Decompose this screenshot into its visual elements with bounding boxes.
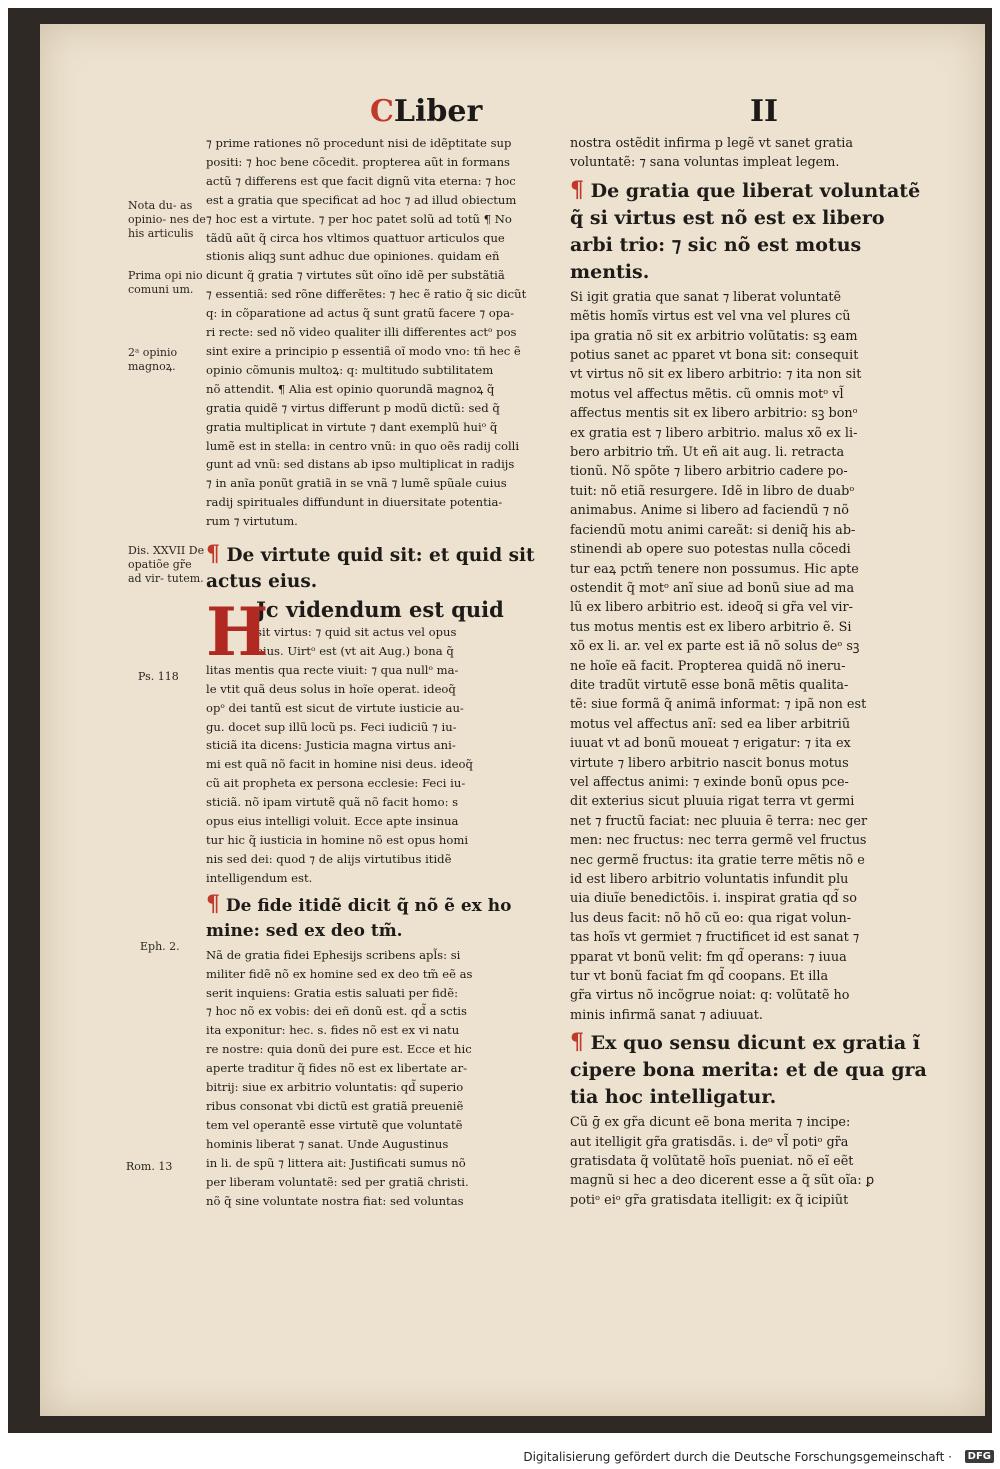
text-line: tãdũ aũt q̃ circa hos vltimos quattuor articulos que	[206, 230, 505, 245]
running-head-left	[370, 94, 482, 129]
text-line: motus vel affectus mẽtis. cũ omnis motᵒ vl̃	[570, 386, 844, 402]
text-line: actũ ⁊ differens est que facit dignũ vita eterna: ⁊ hoc	[206, 173, 516, 188]
text-line: men: nec fructus: nec terra germẽ vel fructus	[570, 833, 867, 849]
footer-bar	[0, 1447, 1000, 1469]
text-line: mẽtis homĩs virtus est vel vna vel plures cũ	[570, 309, 851, 325]
text-line: minis infirmã sanat ⁊ adiuuat.	[570, 1007, 763, 1023]
text-line: animabus. Anime si libero ad faciendũ ⁊ nõ	[570, 503, 849, 519]
text-line: aperte traditur q̃ fides nõ est ex libertate ar-	[206, 1061, 468, 1076]
text-line: opinio cõmunis multoꝝ: q: multitudo subtilitatem	[206, 362, 494, 377]
margin-note-nota: Nota du- as opinio- nes de his articulis	[128, 199, 206, 240]
virtue-paragraph	[206, 661, 556, 888]
text-line: re nostre: quia donũ dei pure est. Ecce et hic	[206, 1042, 472, 1057]
text-line: lumẽ est in stella: in centro vnũ: in quo oẽs radij colli	[206, 438, 520, 453]
text-line: rum ⁊ virtutum.	[206, 514, 298, 529]
text-line: faciendũ motu animi careãt: si deniq̃ his ab-	[570, 522, 856, 538]
faith-paragraph	[206, 946, 556, 1211]
text-line: sint exire a principio p essentiã oĩ modo vno: tñ hec ẽ	[206, 343, 521, 358]
text-line: ita exponitur: hec. s. fides nõ est ex vi natu	[206, 1023, 460, 1038]
right-column	[570, 134, 940, 1210]
text-line: mi est quã nõ facit in homine nisi deus. ideoq̃	[206, 757, 473, 772]
text-line: ex gratia est ⁊ libero arbitrio. malus xõ ex li-	[570, 425, 858, 441]
text-line: lũ ex libero arbitrio est. ideoq̃ si gr̃a vel vir-	[570, 600, 853, 616]
text-line: serit inquiens: Gratia estis saluati per fidẽ:	[206, 985, 458, 1000]
running-head-numeral: II	[750, 94, 779, 129]
text-line: dite tradũt virtutẽ esse bonã mẽtis qualita-	[570, 677, 849, 693]
margin-note-secunda: 2ᵃ opinio magnoꝝ.	[128, 346, 178, 373]
text-line: nõ q̃ sine voluntate nostra fiat: sed voluntas	[206, 1193, 464, 1208]
text-line: stinendi ab opere suo potestas nulla cõcedi	[570, 542, 851, 558]
text-line: tionũ. Nõ spõte ⁊ libero arbitrio cadere po-	[570, 464, 848, 480]
text-line: vel affectus animi: ⁊ exinde bonũ opus pce-	[570, 774, 849, 790]
text-line: tẽ: siue formã q̃ animã informat: ⁊ ipã non est	[570, 697, 867, 713]
rubric-pilcrow: ¶	[206, 890, 220, 917]
text-line: Cũ ḡ ex gr̃a dicunt eẽ bona merita ⁊ incipe:	[570, 1115, 851, 1131]
text-line: virtute ⁊ libero arbitrio nascit bonus motus	[570, 755, 849, 771]
text-line: iuuat vt ad bonũ moueat ⁊ erigatur: ⁊ ita ex	[570, 736, 851, 752]
text-line: ⁊ essentiã: sed rõne differẽtes: ⁊ hec ẽ ratio q̃ sic dicũt	[206, 287, 527, 302]
margin-note-prima: Prima opi nio comuni um.	[128, 269, 203, 296]
text-line: in li. de spũ ⁊ littera ait: Justificati sumus nõ	[206, 1155, 466, 1170]
section-heading-grace: ¶ De gratia que liberat voluntatẽ q̃ si virtus est nõ est ex libero arbi trio: ⁊ sic nõ est motus mentis.	[570, 176, 921, 283]
text-line: gratia quidẽ ⁊ virtus differunt p modũ dictũ: sed q̃	[206, 400, 500, 415]
text-line: bero arbitrio tm̃. Ut eñ ait aug. li. retracta	[570, 445, 845, 461]
text-line: Nã de gratia fidei Ephesijs scribens apl̃s: si	[206, 947, 461, 962]
text-line: eius. Uirtᵒ est (vt ait Aug.) bona q̃	[256, 643, 454, 658]
text-line: positi: ⁊ hoc bene cõcedit. propterea aũt in formans	[206, 154, 510, 169]
text-line: tur eaꝝ pctm̃ tenere non possumus. Hic apte	[570, 561, 859, 577]
text-line: per liberam voluntatẽ: sed per gratiã christi.	[206, 1174, 469, 1189]
text-line: hominis liberat ⁊ sanat. Unde Augustinus	[206, 1136, 449, 1151]
running-head-word: Liber	[393, 94, 483, 129]
rubric-pilcrow: ¶	[206, 541, 220, 568]
text-line: tem vel operantẽ esse virtutẽ que voluntatẽ	[206, 1117, 463, 1132]
right-opening-paragraph	[570, 134, 940, 173]
text-line: xõ ex li. ar. vel ex parte est iã nõ solus deᵒ sꝫ	[570, 639, 860, 655]
section-heading-faith: ¶ De fide itidẽ dicit q̃ nõ ẽ ex ho mine: sed ex deo tm̃.	[206, 890, 512, 941]
text-line: radij spirituales diffundunt in diuersitate potentia-	[206, 495, 503, 510]
text-line: nec germẽ fructus: ita gratie terre mẽtis nõ e	[570, 852, 865, 868]
text-line: litas mentis qua recte viuit: ⁊ qua nullᵒ ma-	[206, 662, 459, 677]
text-line: affectus mentis sit ex libero arbitrio: sꝫ bonᵒ	[570, 406, 858, 422]
text-line: uia diuĩe benedictõis. i. inspirat gratia qd̃ so	[570, 891, 857, 907]
margin-note-dist: Dis. XXVII De opatiõe gr̃e ad vir- tutem.	[128, 544, 205, 585]
text-line: voluntatẽ: ⁊ sana voluntas impleat legem.	[570, 155, 840, 171]
rubric-pilcrow: ¶	[570, 176, 584, 203]
text-line: vt virtus nõ sit ex libero arbitrio: ⁊ ita non sit	[570, 367, 862, 383]
text-line: tur vt bonũ faciat fm qd̃ coopans. Et illa	[570, 969, 829, 985]
text-line: tus motus mentis est ex libero arbitrio ẽ. Si	[570, 619, 852, 635]
manuscript-page	[40, 24, 985, 1416]
text-line: nis sed dei: quod ⁊ de alijs virtutibus itidẽ	[206, 851, 452, 866]
text-line: pparat vt bonũ velit: fm qd̃ operans: ⁊ iuua	[570, 949, 847, 965]
margin-note-ps: Ps. 118	[138, 670, 179, 683]
text-line: sticiã ita dicens: Justicia magna virtus ani-	[206, 738, 456, 753]
text-line: lus deus facit: nõ hõ cũ eo: qua rigat volun-	[570, 910, 852, 926]
text-line: stionis aliqꝫ sunt adhuc due opiniones. quidam eñ	[206, 249, 500, 264]
text-line: ribus consonat vbi dictũ est gratiã preueniẽ	[206, 1098, 464, 1113]
text-line: magnũ si hec a deo dicerent esse a q̃ sũt oĩa: ꝑ	[570, 1173, 874, 1189]
text-line: est a gratia que specificat ad hoc ⁊ ad illud obiectum	[206, 192, 517, 207]
text-line: cũ ait propheta ex persona ecclesie: Feci iu-	[206, 776, 466, 791]
text-line: bitrij: siue ex arbitrio voluntatis: qd̃ superio	[206, 1080, 464, 1095]
rubric-pilcrow: ¶	[570, 1029, 584, 1056]
text-line: opᵒ dei tantũ est sicut de virtute iusticie au-	[206, 700, 464, 715]
text-line: Si igit gratia que sanat ⁊ liberat voluntatẽ	[570, 289, 842, 305]
text-line: potiᵒ eiᵒ gr̃a gratisdata itelligit: ex q̃ icipiũt	[570, 1192, 849, 1208]
text-line: ⁊ hoc est a virtute. ⁊ per hoc patet solũ ad totũ ¶ No	[206, 211, 512, 226]
dfg-logo: DFG	[965, 1450, 994, 1463]
text-line: motus vel affectus anĩ: sed ea liber arbitriũ	[570, 716, 851, 732]
section-heading-merits: ¶ Ex quo sensu dicunt ex gratia ĩ cipere bona merita: et de qua gra tia hoc intelligatur.	[570, 1029, 927, 1109]
text-line: ⁊ in anĩa ponũt gratiã in se vnã ⁊ lumẽ spũale cuius	[206, 476, 507, 491]
text-line: dicunt q̃ gratia ⁊ virtutes sũt oĩno idẽ per substãtiã	[206, 268, 505, 283]
running-head-initial: C	[370, 94, 394, 129]
text-line: nõ attendit. ¶ Alia est opinio quorundã magnoꝝ q̃	[206, 381, 495, 396]
text-line: aut itelligit gr̃a gratisdãs. i. deᵒ vl̃ potiᵒ gr̃a	[570, 1134, 849, 1150]
margin-note-rom: Rom. 13	[126, 1160, 173, 1173]
text-line: tas hoĩs vt germiet ⁊ fructificet id est sanat ⁊	[570, 930, 860, 946]
text-line: ⁊ hoc nõ ex vobis: dei eñ donũ est. qd̃ a sctis	[206, 1004, 467, 1019]
text-line: net ⁊ fructũ faciat: nec pluuia ẽ terra: nec ger	[570, 813, 868, 829]
text-line: sit virtus: ⁊ quid sit actus vel opus	[256, 625, 457, 640]
left-opening-paragraph	[206, 134, 556, 531]
text-line: militer fidẽ nõ ex homine sed ex deo tm̃ eẽ as	[206, 966, 473, 981]
text-line: gu. docet sup illũ locũ ps. Feci iudiciũ ⁊ iu-	[206, 719, 457, 734]
text-line: gr̃a virtus nõ incõgrue noiat: q: volũtatẽ ho	[570, 988, 850, 1004]
merits-paragraph	[570, 1113, 940, 1210]
text-line: sticiã. nõ ipam virtutẽ quã nõ facit homo: s	[206, 795, 459, 810]
incipit-line: Jc videndum est quid	[256, 597, 504, 623]
text-line: le vtit quã deus solus in hoĩe operat. ideoq̃	[206, 681, 456, 696]
margin-note-eph: Eph. 2.	[140, 940, 180, 953]
text-line: opus eius intelligi voluit. Ecce apte insinua	[206, 814, 459, 829]
text-line: ostendit q̃ motᵒ anĩ siue ad bonũ siue ad ma	[570, 580, 855, 596]
dropcap-initial: H	[206, 593, 269, 672]
text-line: ⁊ prime rationes nõ procedunt nisi de idẽptitate sup	[206, 136, 512, 150]
text-line: nostra ostẽdit infirma p legẽ vt sanet gratia	[570, 136, 853, 151]
text-line: tur hic q̃ iusticia in homine nõ est opus homi	[206, 833, 469, 847]
text-line: dit exterius sicut pluuia rigat terra vt germi	[570, 794, 855, 810]
left-column	[206, 134, 556, 1210]
text-line: gratisdata q̃ volũtatẽ hoĩs pueniat. nõ eĩ eẽt	[570, 1154, 854, 1170]
text-line: potius sanet ac pparet vt bona sit: consequit	[570, 348, 859, 364]
footer-credit: Digitalisierung gefördert durch die Deutsche Forschungsgemeinschaft ·	[523, 1450, 952, 1464]
text-line: q: in cõparatione ad actus q̃ sunt gratũ facere ⁊ opa-	[206, 306, 515, 321]
text-line: tuit: nõ etiã resurgere. Idẽ in libro de duabᵒ	[570, 483, 855, 499]
text-line: gratia multiplicat in virtute ⁊ dant exemplũ huiᵒ q̃	[206, 419, 498, 434]
text-line: intelligendum est.	[206, 870, 313, 885]
text-line: ne hoĩe eã facit. Propterea quidã nõ ineru-	[570, 658, 846, 674]
text-line: id est libero arbitrio voluntatis infundit plu	[570, 872, 849, 887]
text-line: ri recte: sed nõ video qualiter illi differentes actᵒ pos	[206, 325, 517, 340]
text-line: ipa gratia nõ sit ex arbitrio volũtatis: sꝫ eam	[570, 328, 858, 344]
section-heading-virtue: ¶ De virtute quid sit: et quid sit actus eius.	[206, 541, 535, 593]
grace-paragraph	[570, 288, 940, 1025]
text-line: gunt ad vnũ: sed distans ab ipso multiplicat in radijs	[206, 457, 515, 472]
